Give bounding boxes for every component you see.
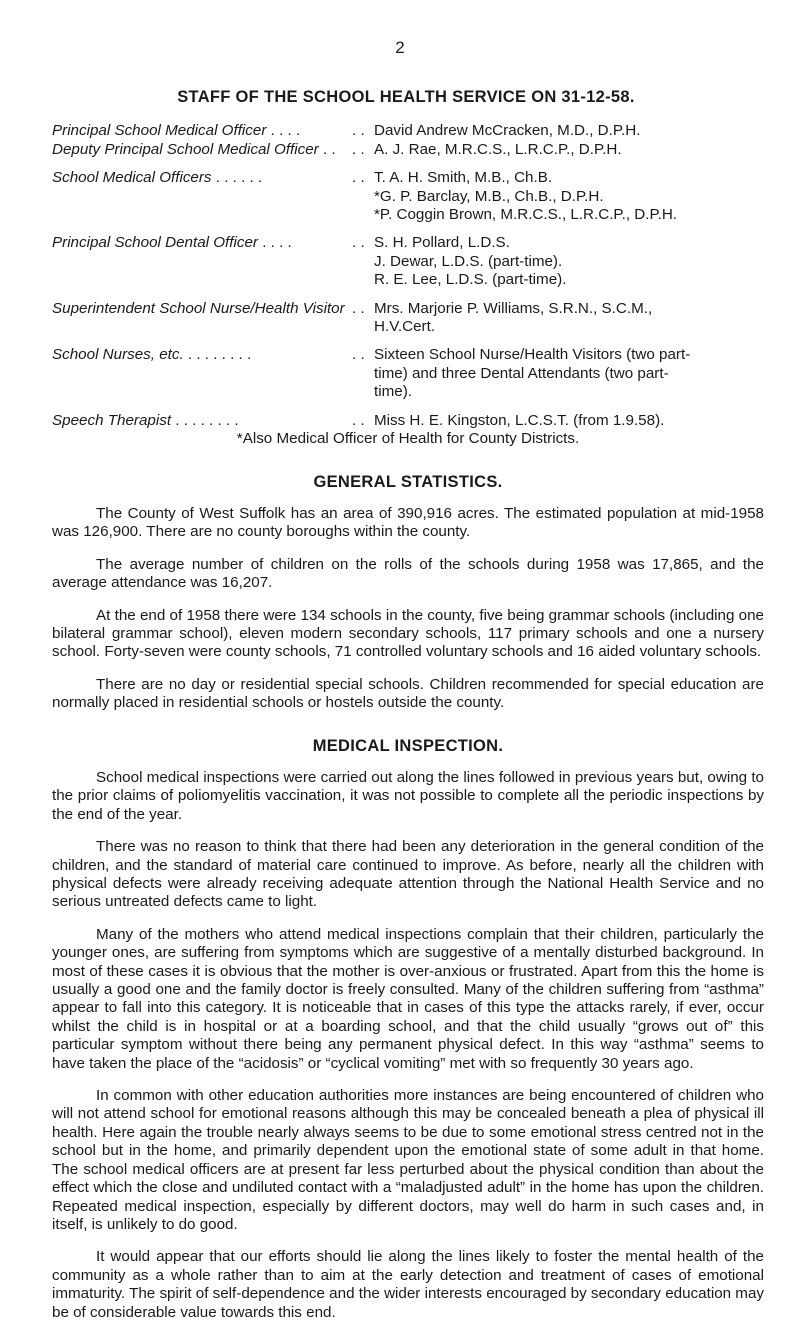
staff-row bbox=[52, 300, 764, 337]
staff-names bbox=[374, 169, 764, 224]
staff-name: Mrs. Marjorie P. Williams, S.R.N., S.C.M., bbox=[374, 299, 653, 317]
staff-heading: STAFF OF THE SCHOOL HEALTH SERVICE ON 31-12-58. bbox=[177, 88, 635, 106]
staff-row bbox=[52, 412, 764, 430]
staff-role-label: School Medical Officers bbox=[52, 169, 212, 187]
staff-names bbox=[374, 346, 764, 401]
staff-names bbox=[374, 412, 764, 430]
leader-dots: . . bbox=[352, 299, 365, 317]
staff-name: A. J. Rae, M.R.C.S., L.R.C.P., D.P.H. bbox=[374, 140, 622, 158]
leader-dots: . . bbox=[352, 169, 365, 187]
general-statistics-heading: GENERAL STATISTICS. bbox=[313, 472, 503, 491]
staff-role-dots: . . . . bbox=[266, 122, 301, 140]
paragraph: School medical inspections were carried out along the lines followed in previous years but, owing to the prior claims of poliomyelitis vaccination, it was not possible to complete all the periodic inspections by the end of the year. bbox=[52, 768, 764, 823]
staff-role bbox=[52, 346, 352, 401]
footnote: *Also Medical Officer of Health for County Districts. bbox=[236, 430, 580, 448]
medical-inspection-heading: MEDICAL INSPECTION. bbox=[312, 736, 504, 755]
staff-role bbox=[52, 412, 352, 430]
staff-names bbox=[374, 300, 764, 337]
leader-dots: . . bbox=[352, 122, 365, 140]
staff-row bbox=[52, 234, 764, 289]
staff-name: S. H. Pollard, L.D.S. bbox=[374, 234, 510, 252]
staff-role-label: Principal School Medical Officer bbox=[52, 122, 267, 140]
staff-role bbox=[52, 141, 352, 159]
staff-name: T. A. H. Smith, M.B., Ch.B. bbox=[374, 169, 553, 187]
leader-dots: . . bbox=[352, 140, 365, 158]
paragraph: Many of the mothers who attend medical inspections complain that their children, particularly the younger ones, are suffering from symptoms which are suggestive of a mentally disturbed background. In most of these cases it is obvious that the mother is over-anxious or frustrated. Apart from this the home is usually a good one and the family doctor is freely consulted. Many of the children suffering from “asthma” appear to fall into this category. It is noticeable that in cases of this type the attacks rarely, if ever, occur whilst the child is in hospital or at a boarding school, and that the child usually “grows out of” this particular symptom without there being any permanent physical defect. In this way “asthma” seems to have taken the place of the “acidosis” or “cyclical vomiting” met with so frequently 30 years ago. bbox=[52, 925, 764, 1072]
leader-dots: . . bbox=[352, 234, 365, 252]
staff-role-dots: . . bbox=[318, 140, 336, 158]
staff-name: R. E. Lee, L.D.S. (part-time). bbox=[374, 271, 567, 289]
staff-role-label: Deputy Principal School Medical Officer bbox=[52, 140, 319, 158]
staff-role-label: Principal School Dental Officer bbox=[52, 234, 258, 252]
staff-role-dots: . . . . bbox=[257, 234, 292, 252]
staff-role-dots: . . . . . . . . bbox=[171, 411, 239, 429]
staff-role bbox=[52, 300, 352, 337]
paragraph: The County of West Suffolk has an area of 390,916 acres. The estimated population at mid-1958 was 126,900. There are no county boroughs within the county. bbox=[52, 504, 764, 541]
staff-role bbox=[52, 234, 352, 289]
staff-role-dots: . . . . . . bbox=[211, 169, 263, 187]
staff-role-label: Superintendent School Nurse/Health Visitor bbox=[52, 299, 345, 317]
staff-row bbox=[52, 346, 764, 401]
leader-dots: . . bbox=[352, 411, 365, 429]
staff-row bbox=[52, 169, 764, 224]
staff-names bbox=[374, 141, 764, 159]
staff-role bbox=[52, 169, 352, 224]
paragraph: There are no day or residential special schools. Children recommended for special education are normally placed in residential schools or hostels outside the county. bbox=[52, 675, 764, 712]
staff-role-dots: . . . . . . . . bbox=[183, 346, 252, 364]
paragraph: The average number of children on the rolls of the schools during 1958 was 17,865, and the average attendance was 16,207. bbox=[52, 555, 764, 592]
paragraph: It would appear that our efforts should lie along the lines likely to foster the mental health of the community as a whole rather than to aim at the early detection and treatment of cases of emotional immaturity. The spirit of self-dependence and the wider interests encouraged by secondary education may be of considerable value towards this end. bbox=[52, 1248, 764, 1321]
staff-role-label: School Nurses, etc. bbox=[52, 346, 184, 364]
staff-name: time). bbox=[374, 383, 412, 401]
staff-list bbox=[52, 122, 764, 430]
staff-row bbox=[52, 122, 764, 140]
staff-row bbox=[52, 141, 764, 159]
staff-name: Miss H. E. Kingston, L.C.S.T. (from 1.9.58). bbox=[374, 411, 665, 429]
staff-role-label: Speech Therapist bbox=[52, 411, 172, 429]
document-body bbox=[52, 88, 764, 1336]
page-number: 2 bbox=[395, 38, 405, 57]
paragraph: At the end of 1958 there were 134 schools in the county, five being grammar schools (including one bilateral grammar school), eleven modern secondary schools, 117 primary schools and one a nursery school. Forty-seven were county schools, 71 controlled voluntary schools and 16 aided voluntary schools. bbox=[52, 606, 764, 661]
staff-names bbox=[374, 234, 764, 289]
staff-role bbox=[52, 122, 352, 140]
staff-name: Sixteen School Nurse/Health Visitors (two part- bbox=[374, 346, 691, 364]
staff-name: time) and three Dental Attendants (two part- bbox=[374, 364, 669, 382]
staff-names bbox=[374, 122, 764, 140]
staff-name: David Andrew McCracken, M.D., D.P.H. bbox=[374, 122, 641, 140]
paragraph: In common with other education authorities more instances are being encountered of children who will not attend school for emotional reasons although this may be concealed beneath a plea of physical ill health. Here again the trouble nearly always seems to be due to some emotional stress centred not in the school but in the home, and primarily dependent upon the emotional state of some adult in that home. The school medical officers are at present far less perturbed about the physical condition than about the effect which the close and undiluted contact with a “maladjusted adult” in the home has upon the children. Repeated medical inspection, especially by different doctors, may well do harm in such cases and, in itself, is unlikely to do good. bbox=[52, 1087, 764, 1233]
leader-dots: . . bbox=[352, 346, 365, 364]
staff-name: *G. P. Barclay, M.B., Ch.B., D.P.H. bbox=[374, 187, 604, 205]
staff-name: *P. Coggin Brown, M.R.C.S., L.R.C.P., D.P.H. bbox=[374, 206, 678, 224]
paragraph: There was no reason to think that there had been any deterioration in the general condition of the children, and the standard of material care continued to improve. As before, nearly all the children with physical defects were already receiving adequate attention through the National Health Service and no serious untreated defects came to light. bbox=[52, 838, 764, 911]
staff-name: H.V.Cert. bbox=[374, 318, 436, 336]
staff-name: J. Dewar, L.D.S. (part-time). bbox=[374, 252, 563, 270]
